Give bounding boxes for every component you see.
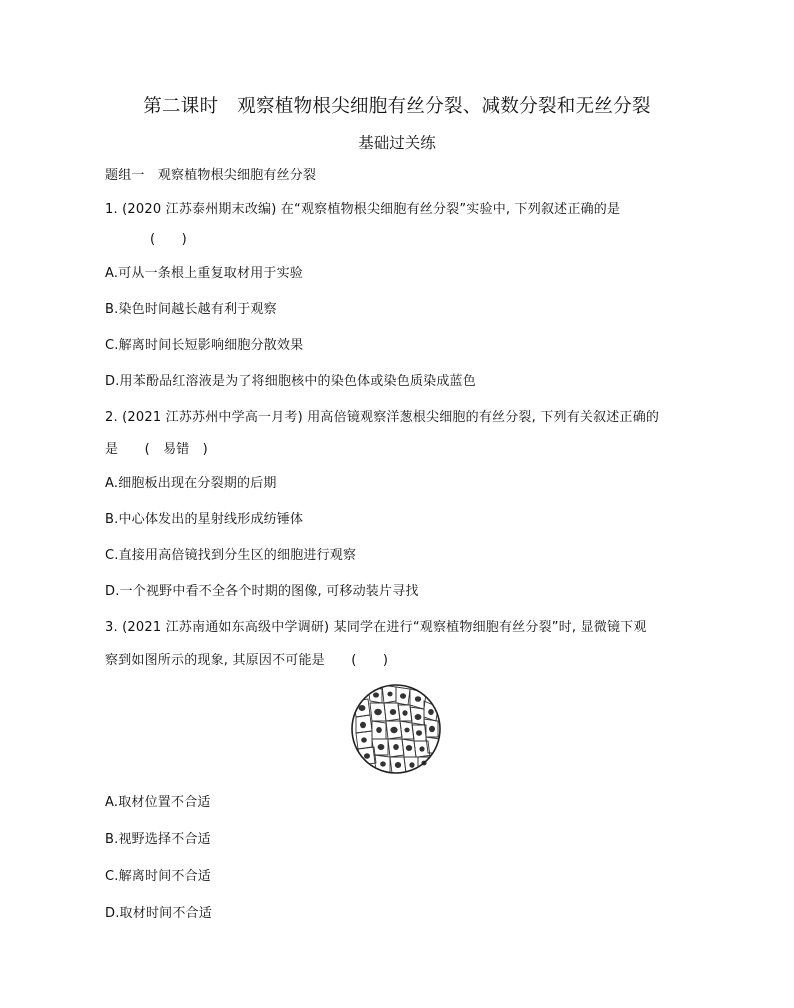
question-3-option-d: D.取材时间不合适 — [105, 906, 212, 921]
question-3-option-b: B.视野选择不合适 — [105, 832, 211, 847]
question-3-stem-continued: 察到如图所示的现象, 其原因不可能是 ( ) — [105, 653, 389, 668]
question-3-option-a: A.取材位置不合适 — [105, 795, 211, 810]
question-3-stem: 3. (2021 江苏南通如东高级中学调研) 某同学在进行“观察植物细胞有丝分裂”时, 显微镜下观 — [105, 620, 647, 635]
question-1-option-c: C.解离时间长短影响细胞分散效果 — [105, 338, 304, 353]
question-2-option-d: D.一个视野中看不全各个时期的图像, 可移动装片寻找 — [105, 584, 419, 599]
question-2-option-a: A.细胞板出现在分裂期的后期 — [105, 476, 277, 491]
page-subtitle: 基础过关练 — [358, 134, 436, 152]
microscope-field-figure — [348, 681, 444, 777]
question-1-option-b: B.染色时间越长越有利于观察 — [105, 302, 277, 317]
question-2-option-c: C.直接用高倍镜找到分生区的细胞进行观察 — [105, 548, 357, 563]
question-2-option-b: B.中心体发出的星射线形成纺锤体 — [105, 512, 304, 527]
question-3-option-c: C.解离时间不合适 — [105, 869, 212, 884]
question-1-answer-paren: ( ) — [150, 232, 187, 247]
question-2-stem-continued: 是 ( 易错 ) — [105, 442, 208, 457]
question-1-stem: 1. (2020 江苏泰州期末改编) 在“观察植物根尖细胞有丝分裂”实验中, 下列叙述正确的是 — [105, 202, 621, 217]
page-title: 第二课时 观察植物根尖细胞有丝分裂、减数分裂和无丝分裂 — [143, 96, 651, 117]
group-heading: 题组一 观察植物根尖细胞有丝分裂 — [105, 168, 317, 183]
question-1-option-a: A.可从一条根上重复取材用于实验 — [105, 266, 303, 281]
question-1-option-d: D.用苯酚品红溶液是为了将细胞核中的染色体或染色质染成蓝色 — [105, 374, 476, 389]
question-2-stem: 2. (2021 江苏苏州中学高一月考) 用高倍镜观察洋葱根尖细胞的有丝分裂, 下列有关叙述正确的 — [105, 410, 660, 425]
